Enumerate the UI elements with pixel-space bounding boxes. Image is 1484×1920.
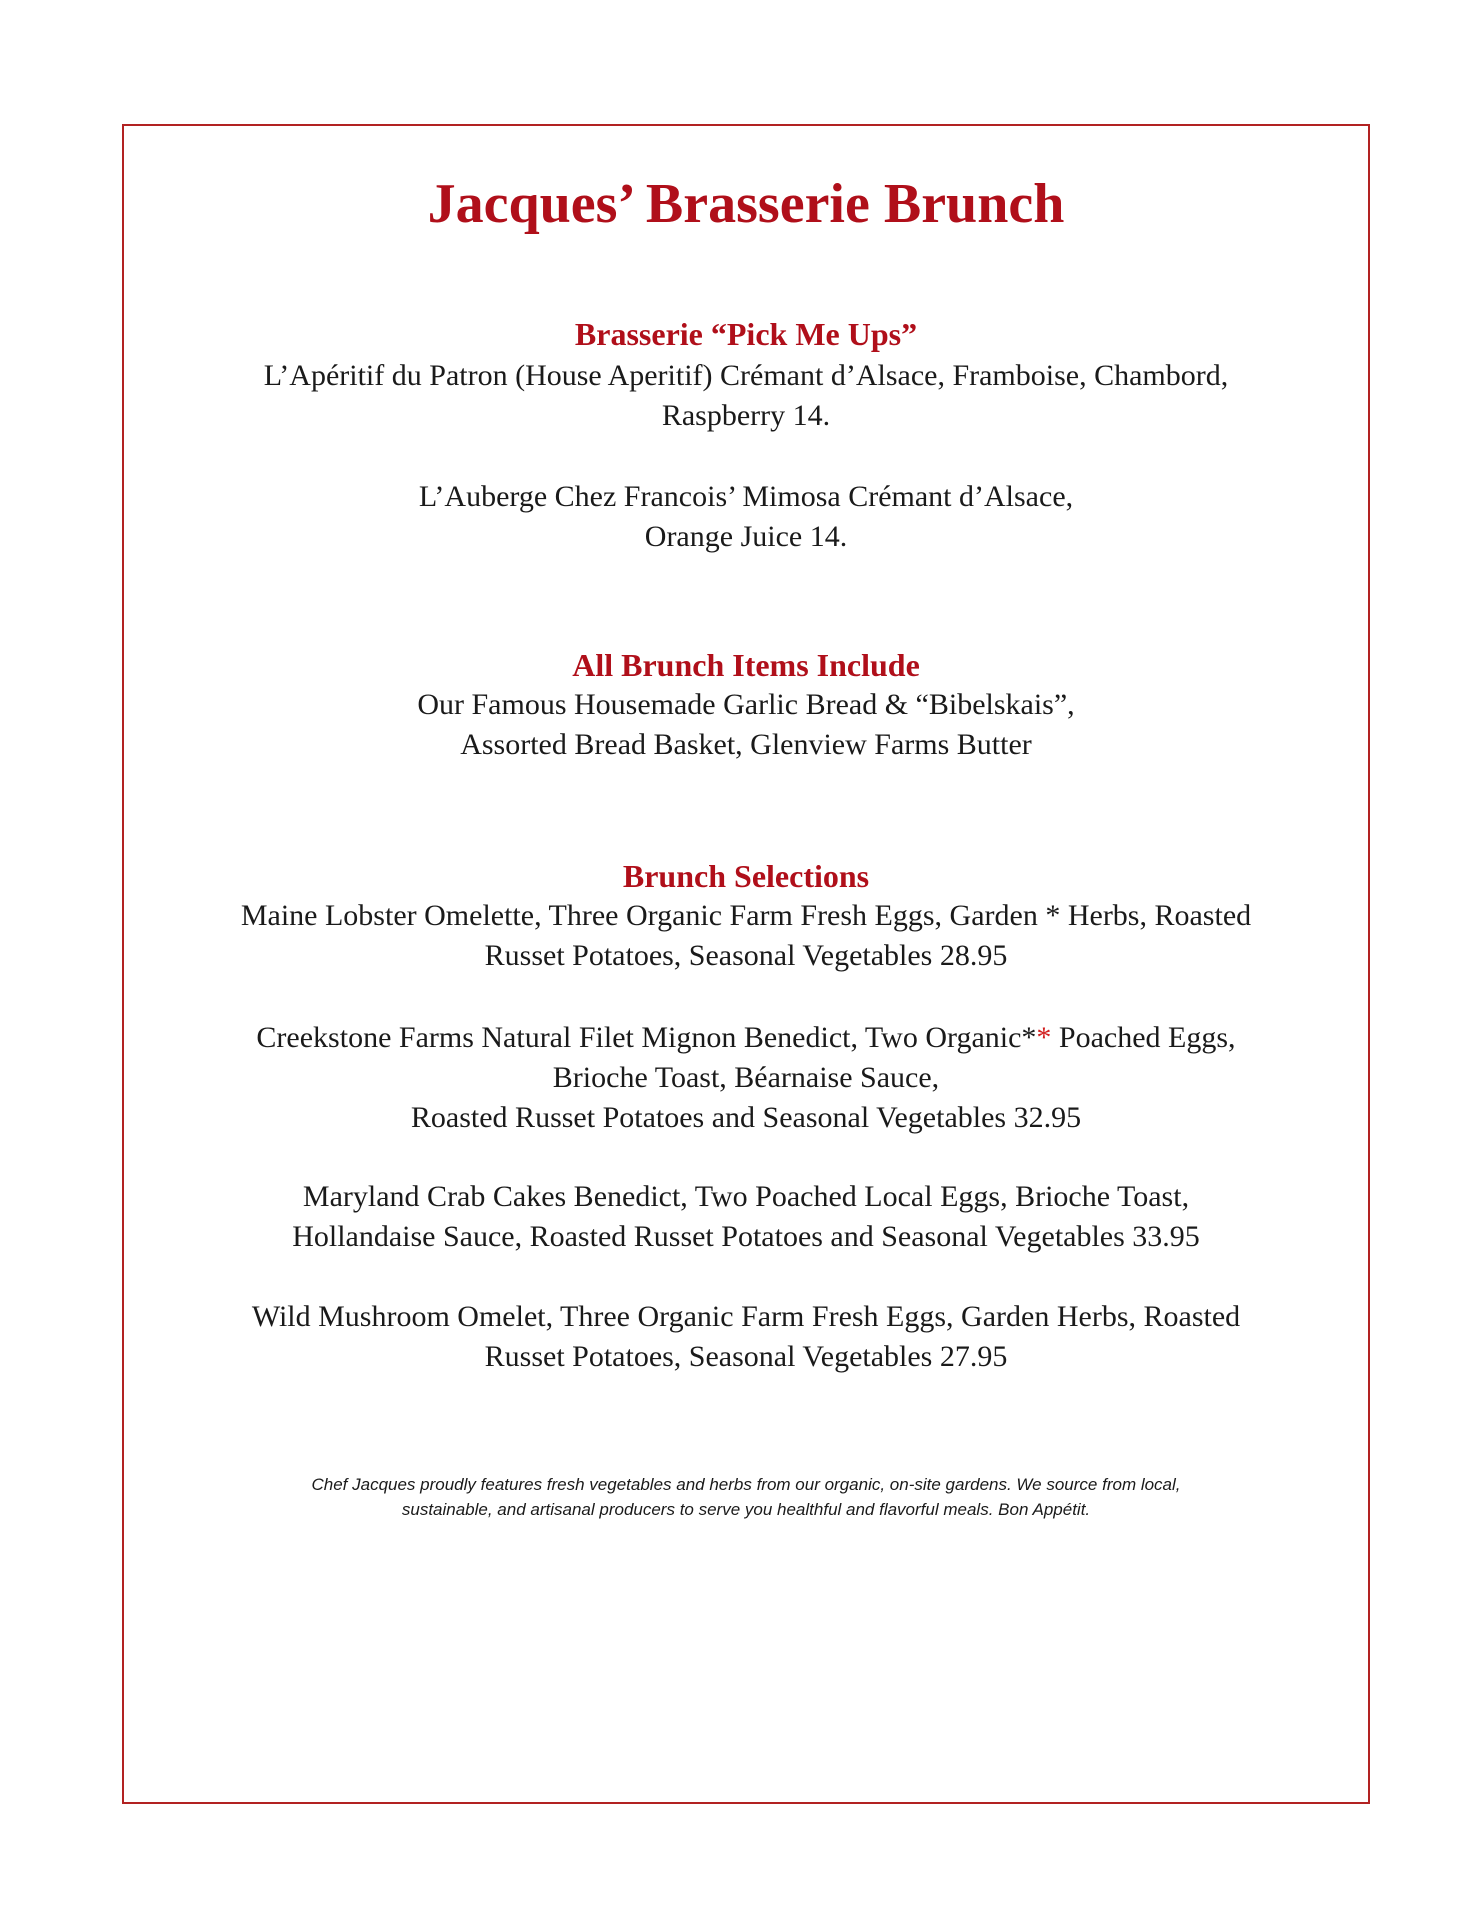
organic-asterisk: * (1036, 1021, 1052, 1054)
menu-item-line: Russet Potatoes, Seasonal Vegetables 28.95 (484, 939, 1008, 972)
includes-line: Our Famous Housemade Garlic Bread & “Bibelskais”, (417, 688, 1075, 721)
menu-item-line: Roasted Russet Potatoes and Seasonal Vegetables 32.95 (410, 1101, 1082, 1134)
menu-item-line-text: Poached Eggs, (1051, 1021, 1236, 1054)
menu-item-line: Maryland Crab Cakes Benedict, Two Poached Local Eggs, Brioche Toast, (302, 1180, 1190, 1213)
menu-item-lobster-omelette (122, 896, 1370, 976)
pick-me-ups-heading: Brasserie “Pick Me Ups” (574, 316, 918, 352)
menu-item-line-text: Creekstone Farms Natural Filet Mignon Benedict, Two Organic* (256, 1021, 1037, 1054)
menu-item-line: L’Auberge Chez Francois’ Mimosa Crémant d’Alsace, (418, 480, 1074, 513)
selections-heading: Brunch Selections (622, 858, 870, 894)
menu-item-house-aperitif (122, 356, 1370, 436)
footnote-line: Chef Jacques proudly features fresh vegetables and herbs from our organic, on-site gardens. We source from local, (311, 1475, 1181, 1494)
menu-item-line: Maine Lobster Omelette, Three Organic Farm Fresh Eggs, Garden * Herbs, Roasted (240, 899, 1252, 932)
menu-item-line: Hollandaise Sauce, Roasted Russet Potatoes and Seasonal Vegetables 33.95 (292, 1220, 1200, 1253)
menu-item-mimosa (122, 477, 1370, 557)
menu-item-line: L’Apéritif du Patron (House Aperitif) Crémant d’Alsace, Framboise, Chambord, (263, 359, 1229, 392)
menu-item-line: Orange Juice 14. (644, 520, 848, 553)
footnote-line: sustainable, and artisanal producers to serve you healthful and flavorful meals. Bon Appétit. (401, 1500, 1091, 1519)
menu-item-crab-cakes-benedict (122, 1177, 1370, 1257)
includes-line: Assorted Bread Basket, Glenview Farms Butter (460, 728, 1032, 761)
chef-footnote (122, 1472, 1370, 1522)
menu-item-line (122, 1018, 1370, 1058)
menu-item-line: Raspberry 14. (661, 399, 831, 432)
menu-item-filet-benedict (122, 1018, 1370, 1138)
menu-item-line: Russet Potatoes, Seasonal Vegetables 27.95 (484, 1340, 1008, 1373)
menu-title: Jacques’ Brasserie Brunch (427, 173, 1065, 235)
includes-heading: All Brunch Items Include (572, 647, 920, 683)
menu-item-line: Wild Mushroom Omelet, Three Organic Farm Fresh Eggs, Garden Herbs, Roasted (251, 1300, 1241, 1333)
menu-item-mushroom-omelet (122, 1297, 1370, 1377)
menu-item-line: Brioche Toast, Béarnaise Sauce, (552, 1061, 940, 1094)
includes-description (122, 685, 1370, 765)
